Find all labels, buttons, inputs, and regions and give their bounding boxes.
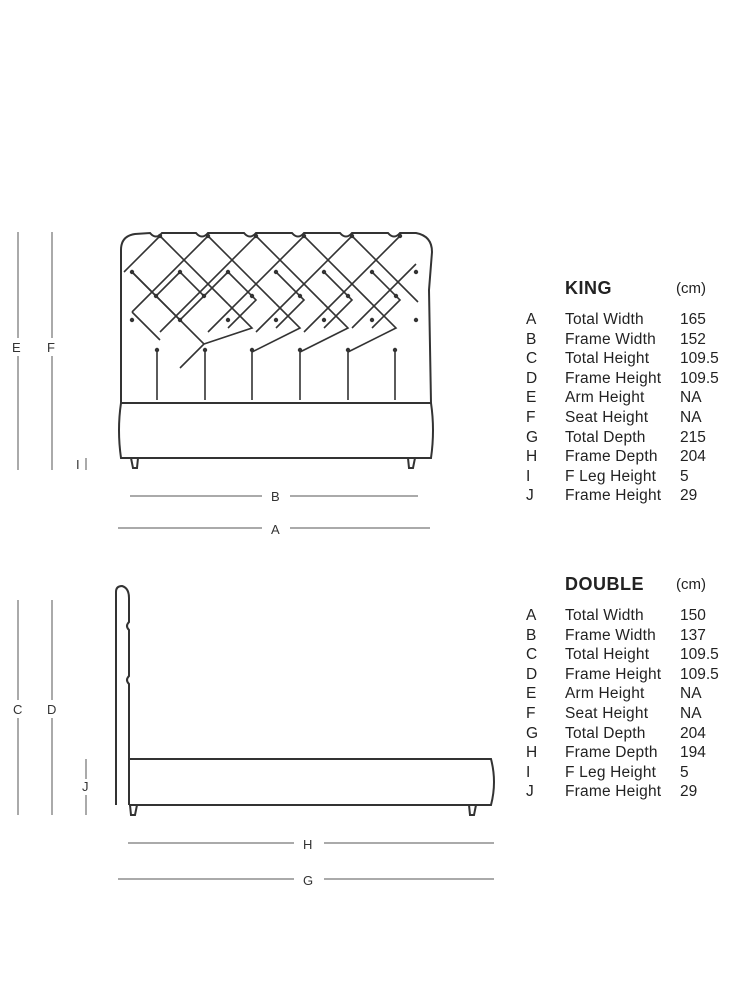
spec-row xyxy=(525,743,750,763)
dim-label-g: G xyxy=(303,873,314,888)
dimension-name: Total Height xyxy=(565,350,650,368)
spec-row xyxy=(525,763,750,783)
dimension-letter: I xyxy=(526,467,531,485)
dimension-value: 5 xyxy=(680,467,689,485)
spec-row xyxy=(525,626,750,646)
dimension-value: NA xyxy=(680,408,702,426)
dimension-letter: G xyxy=(526,428,539,446)
dim-label-f: F xyxy=(47,340,55,355)
dimension-value: 165 xyxy=(680,311,706,328)
spec-row xyxy=(525,349,750,369)
spec-row xyxy=(525,606,750,626)
dimension-letter: B xyxy=(526,626,537,644)
dimension-value: 152 xyxy=(680,330,706,348)
spec-row xyxy=(525,645,750,665)
dimension-value: 204 xyxy=(680,448,706,466)
unit-label: (cm) xyxy=(676,576,706,593)
dimension-letter: I xyxy=(526,763,531,781)
spec-row xyxy=(525,428,750,448)
dimension-name: Seat Height xyxy=(565,408,649,426)
dimension-name: Frame Depth xyxy=(565,448,658,466)
double-spec-table xyxy=(525,574,750,802)
headboard-tufting xyxy=(124,236,418,400)
spec-row xyxy=(525,782,750,802)
dimension-value: NA xyxy=(680,389,702,407)
spec-row xyxy=(525,408,750,428)
dimension-letter: A xyxy=(526,311,537,328)
front-view xyxy=(119,233,433,468)
dimension-value: 109.5 xyxy=(680,665,719,683)
side-view xyxy=(116,586,494,815)
tufting-buttons xyxy=(130,234,418,352)
dimension-value: NA xyxy=(680,685,702,703)
dimension-letter: C xyxy=(526,646,538,664)
bed-base-front xyxy=(119,403,433,458)
dimension-value: NA xyxy=(680,704,702,722)
spec-row xyxy=(525,369,750,389)
dimension-letter: D xyxy=(526,665,538,683)
leg-left-front xyxy=(131,458,138,468)
dimension-name: Frame Height xyxy=(565,369,662,387)
dimension-letter: J xyxy=(526,783,534,801)
dimension-name: Total Height xyxy=(565,646,650,664)
dimension-letter: F xyxy=(526,408,536,426)
leg-right-front xyxy=(408,458,415,468)
table-title: KING xyxy=(565,278,612,298)
dimension-value: 215 xyxy=(680,428,706,446)
dimension-value: 109.5 xyxy=(680,369,719,387)
dimension-letter: A xyxy=(526,607,537,624)
dimension-value: 150 xyxy=(680,607,706,624)
dimension-letter: B xyxy=(526,330,537,348)
dimension-value: 5 xyxy=(680,763,689,781)
dimension-value: 29 xyxy=(680,487,698,505)
dimension-name: Frame Height xyxy=(565,665,662,683)
dimension-value: 109.5 xyxy=(680,646,719,664)
dimension-letter: H xyxy=(526,448,538,466)
dimension-value: 204 xyxy=(680,724,706,742)
spec-row xyxy=(525,330,750,350)
spec-row xyxy=(525,447,750,467)
headboard-side xyxy=(116,586,129,805)
dimension-letter: J xyxy=(526,487,534,505)
dimension-letter: E xyxy=(526,389,537,407)
dimension-name: Total Width xyxy=(565,311,644,328)
dim-label-a: A xyxy=(271,522,280,537)
dimension-value: 109.5 xyxy=(680,350,719,368)
dimension-letter: D xyxy=(526,369,538,387)
dim-label-i: I xyxy=(76,457,80,472)
spec-row xyxy=(525,724,750,744)
dimension-letter: G xyxy=(526,724,539,742)
dimension-letter: C xyxy=(526,350,538,368)
spec-row xyxy=(525,467,750,487)
dimension-letter: H xyxy=(526,744,538,762)
dim-label-d: D xyxy=(47,702,57,717)
dimension-name: Frame Height xyxy=(565,783,662,801)
dim-label-j: J xyxy=(82,779,89,794)
dimension-value: 194 xyxy=(680,744,706,762)
dimension-value: 29 xyxy=(680,783,698,801)
spec-row xyxy=(525,665,750,685)
dimension-name: Arm Height xyxy=(565,389,645,407)
dimension-name: F Leg Height xyxy=(565,763,657,781)
leg-right-side xyxy=(469,805,476,815)
dimension-name: Seat Height xyxy=(565,704,649,722)
dimension-name: Total Depth xyxy=(565,428,646,446)
dimension-name: Frame Width xyxy=(565,626,656,644)
spec-row xyxy=(525,704,750,724)
dim-label-c: C xyxy=(13,702,23,717)
table-title: DOUBLE xyxy=(565,574,644,594)
dimension-name: Total Depth xyxy=(565,724,646,742)
spec-row xyxy=(525,684,750,704)
spec-row xyxy=(525,310,750,330)
unit-label: (cm) xyxy=(676,280,706,297)
dimension-name: Frame Width xyxy=(565,330,656,348)
side-dimension-lines xyxy=(18,600,494,879)
spec-row xyxy=(525,486,750,506)
king-spec-table xyxy=(525,278,750,506)
dimension-name: Total Width xyxy=(565,607,644,624)
bed-base-side xyxy=(129,759,494,805)
dim-label-h: H xyxy=(303,837,313,852)
dim-label-e: E xyxy=(12,340,21,355)
dimension-name: F Leg Height xyxy=(565,467,657,485)
dim-label-b: B xyxy=(271,489,280,504)
dimension-name: Arm Height xyxy=(565,685,645,703)
dimension-name: Frame Height xyxy=(565,487,662,505)
dimension-name: Frame Depth xyxy=(565,744,658,762)
spec-row xyxy=(525,388,750,408)
dimension-letter: E xyxy=(526,685,537,703)
leg-left-side xyxy=(130,805,137,815)
dimension-value: 137 xyxy=(680,626,706,644)
dimension-letter: F xyxy=(526,704,536,722)
